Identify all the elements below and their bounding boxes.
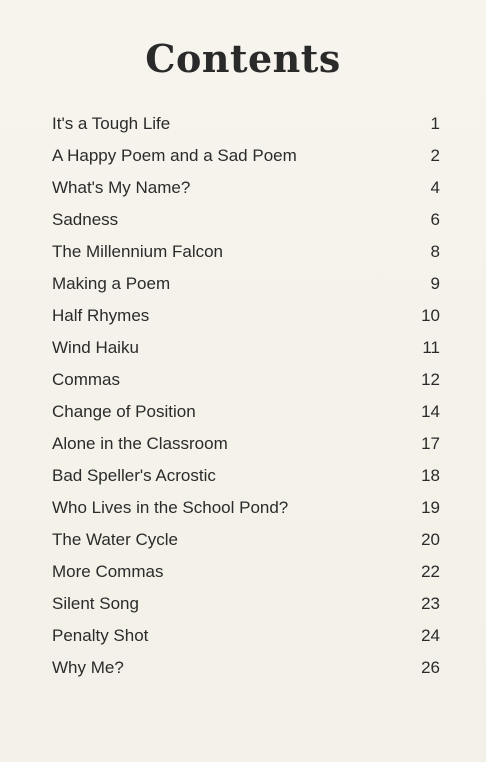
- entry-page-number: 11: [422, 338, 440, 357]
- toc-entry[interactable]: [52, 204, 440, 236]
- entry-title: Bad Speller's Acrostic: [52, 466, 216, 485]
- toc-entry[interactable]: [52, 108, 440, 140]
- entry-page-number: 4: [430, 178, 440, 197]
- toc-entry[interactable]: [52, 140, 440, 172]
- toc-entry[interactable]: [52, 620, 440, 652]
- entry-page-number: 23: [421, 594, 440, 613]
- entry-title: Penalty Shot: [52, 626, 149, 645]
- toc-entry[interactable]: [52, 428, 440, 460]
- entry-page-number: 8: [430, 242, 440, 261]
- entry-title: What's My Name?: [52, 178, 191, 197]
- entry-page-number: 2: [430, 146, 440, 165]
- entry-title: Change of Position: [52, 402, 196, 421]
- entry-title: More Commas: [52, 562, 164, 581]
- entry-title: The Water Cycle: [52, 530, 178, 549]
- entry-title: Sadness: [52, 210, 119, 229]
- entry-title: Alone in the Classroom: [52, 434, 228, 453]
- entry-page-number: 9: [430, 274, 440, 293]
- entry-page-number: 22: [421, 562, 440, 581]
- toc-entry[interactable]: [52, 652, 440, 684]
- entry-title: Why Me?: [52, 658, 124, 677]
- entry-page-number: 20: [421, 530, 440, 549]
- toc-entry[interactable]: [52, 524, 440, 556]
- entry-title: Who Lives in the School Pond?: [52, 498, 289, 517]
- entry-page-number: 1: [430, 114, 440, 133]
- entry-title: Making a Poem: [52, 274, 171, 293]
- entry-title: Silent Song: [52, 594, 139, 613]
- toc-entry[interactable]: [52, 268, 440, 300]
- toc-entry[interactable]: [52, 396, 440, 428]
- entry-title: Wind Haiku: [52, 338, 139, 357]
- toc-entry[interactable]: [52, 588, 440, 620]
- toc-entry[interactable]: [52, 460, 440, 492]
- toc-entry[interactable]: [52, 172, 440, 204]
- toc-entry[interactable]: [52, 332, 440, 364]
- entry-page-number: 6: [430, 210, 440, 229]
- entry-page-number: 14: [421, 402, 440, 421]
- entry-page-number: 19: [421, 498, 440, 517]
- toc-entry[interactable]: [52, 492, 440, 524]
- entry-title: It's a Tough Life: [52, 114, 171, 133]
- toc-entry[interactable]: [52, 236, 440, 268]
- toc-entry[interactable]: [52, 300, 440, 332]
- entry-page-number: 12: [421, 370, 440, 389]
- entry-page-number: 24: [421, 626, 440, 645]
- entry-title: Commas: [52, 370, 121, 389]
- entry-page-number: 18: [421, 466, 440, 485]
- toc-entry[interactable]: [52, 364, 440, 396]
- entry-page-number: 10: [421, 306, 440, 325]
- entry-title: The Millennium Falcon: [52, 242, 224, 261]
- entry-page-number: 17: [421, 434, 440, 453]
- entry-page-number: 26: [421, 658, 440, 677]
- page-title: Contents: [145, 36, 341, 81]
- table-of-contents: [52, 108, 440, 684]
- entry-title: Half Rhymes: [52, 306, 150, 325]
- toc-entry[interactable]: [52, 556, 440, 588]
- entry-title: A Happy Poem and a Sad Poem: [52, 146, 297, 165]
